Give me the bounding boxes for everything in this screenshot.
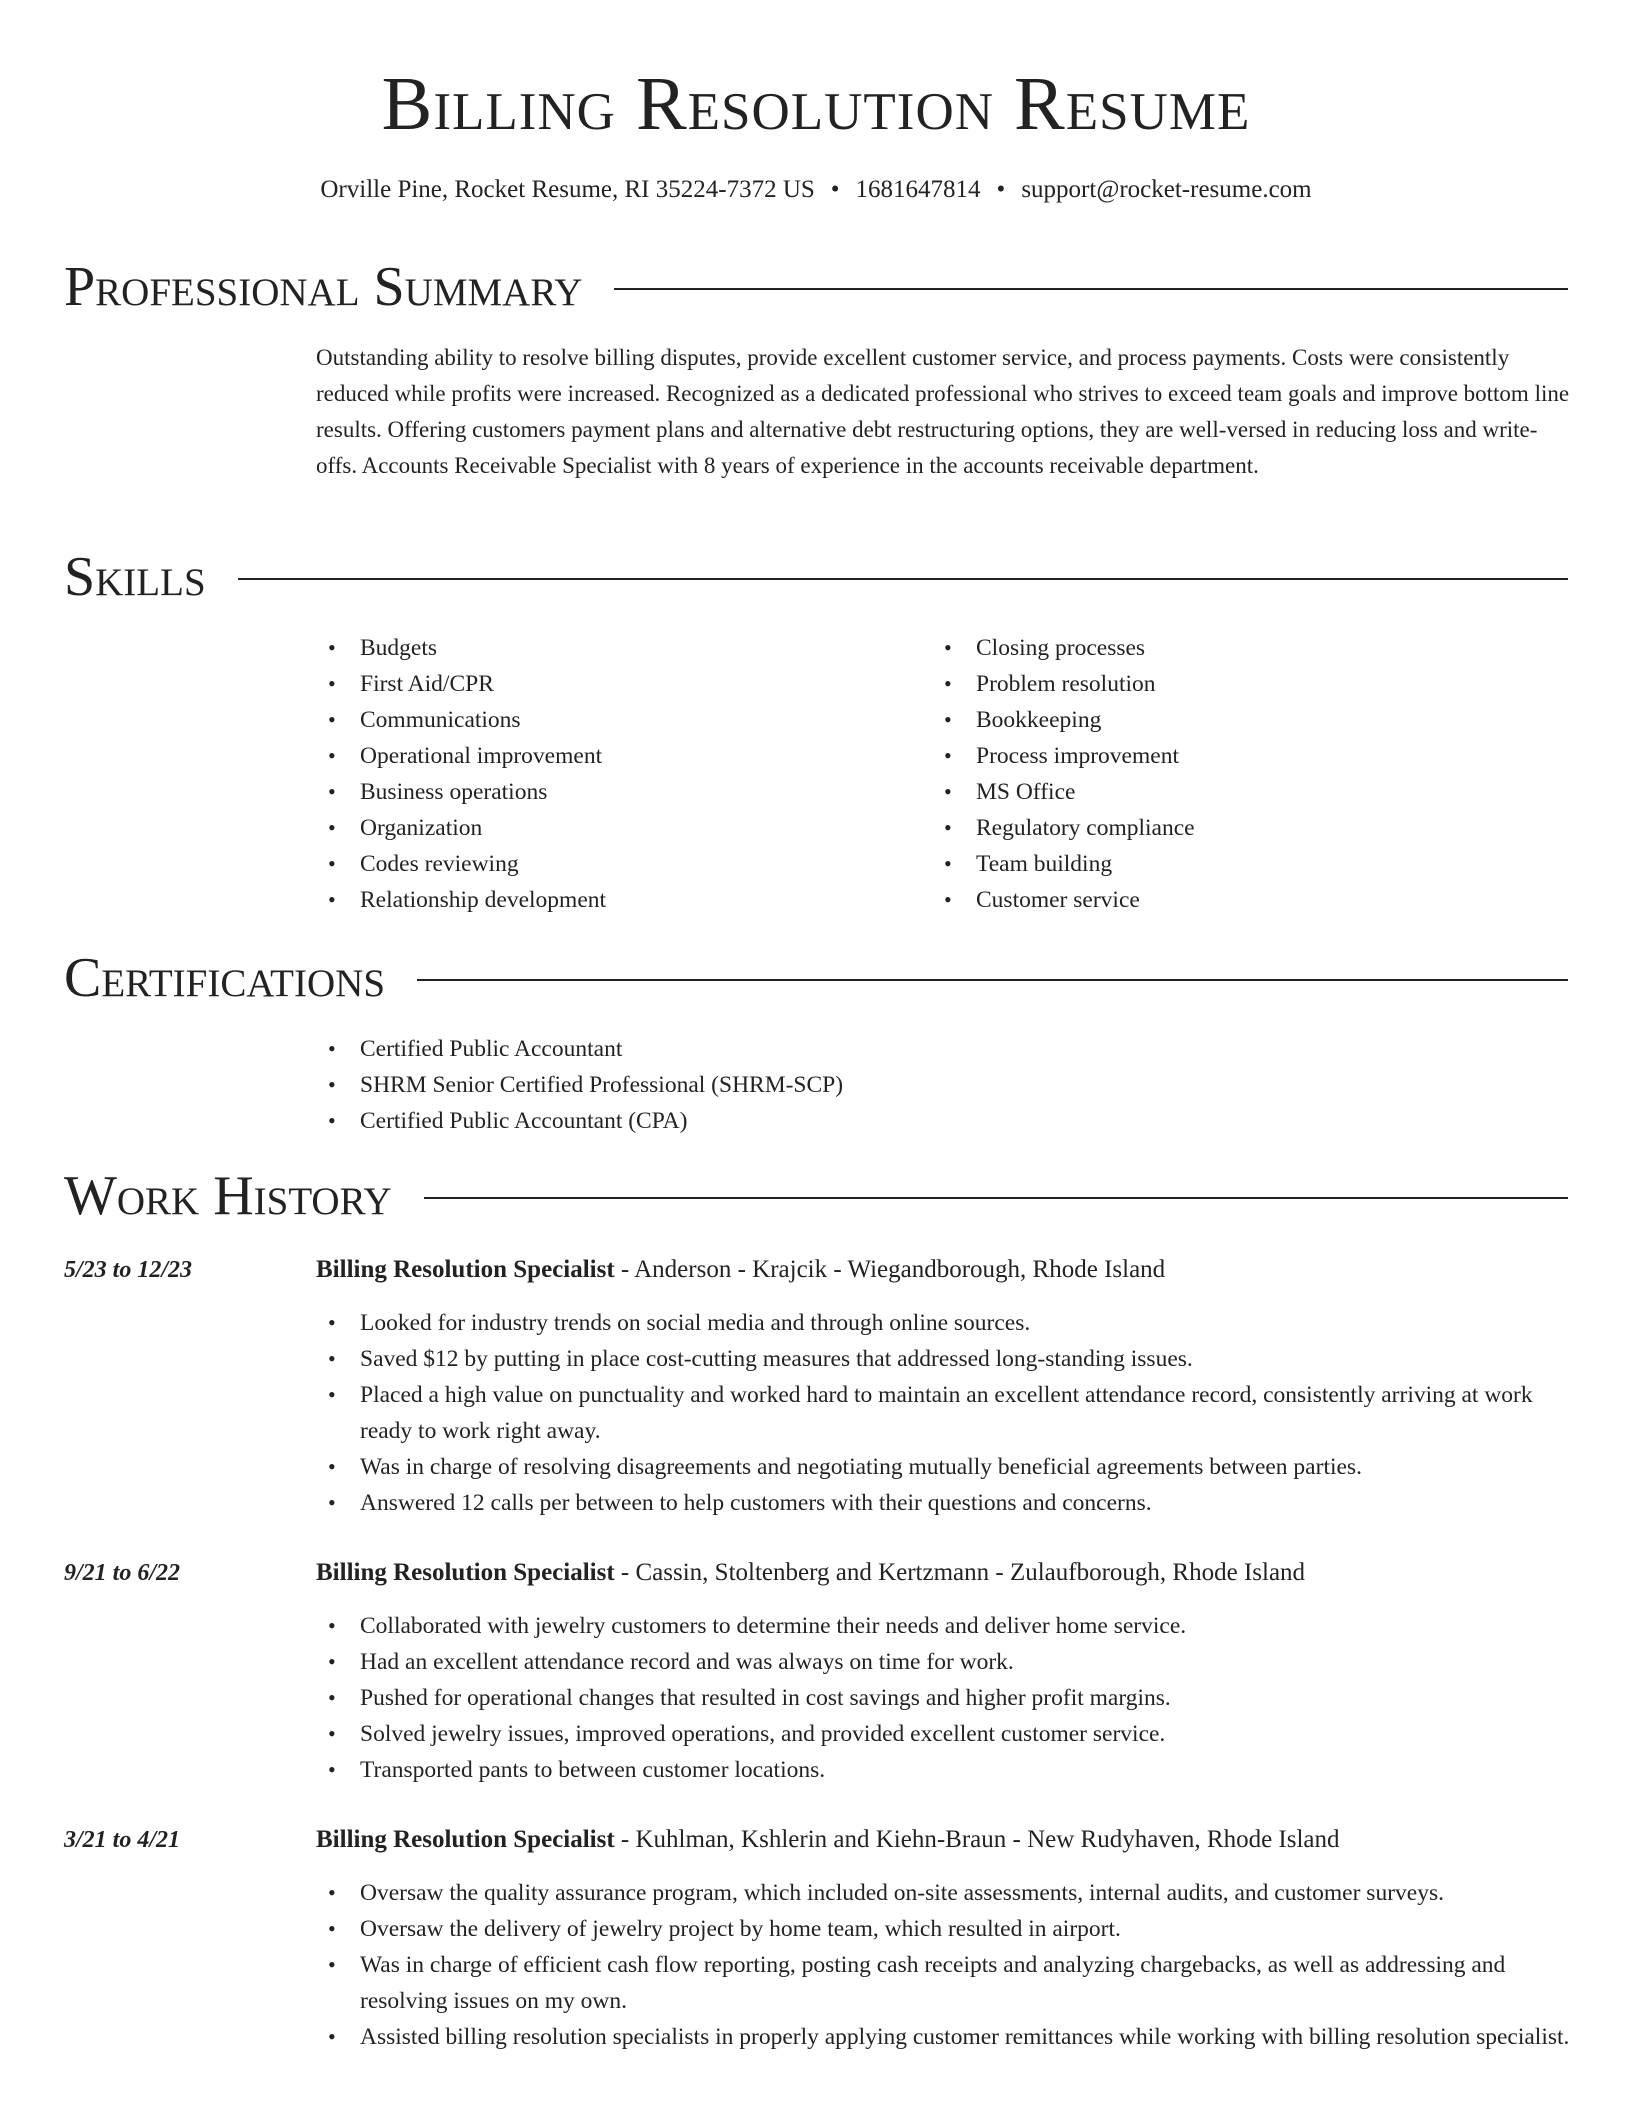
work-history-heading: Work History [64,1165,392,1227]
skill-item: • Organization [316,810,876,846]
skill-item: • MS Office [932,774,1492,810]
job-dates: 5/23 to 12/23 [64,1257,193,1283]
job-company: - Anderson - Krajcik - Wiegandborough, Rhode Island [614,1256,1166,1283]
certification-item: • SHRM Senior Certified Professional (SHRM-SCP) [316,1067,1578,1103]
job-title: Billing Resolution Specialist [316,1256,615,1283]
summary-header [64,252,1568,322]
job-bullet: • Had an excellent attendance record and was always on time for work. [316,1644,1578,1680]
job-bullet: • Oversaw the quality assurance program, which included on-site assessments, internal audits, and customer surveys. [316,1875,1578,1911]
certification-item: • Certified Public Accountant [316,1031,1578,1067]
skill-item: • Bookkeeping [932,702,1492,738]
job-dates: 3/21 to 4/21 [64,1827,181,1853]
skills-list-right [932,630,1492,918]
contact-address: Orville Pine, Rocket Resume, RI 35224-7372 US [320,176,815,203]
job-bullet: • Collaborated with jewelry customers to determine their needs and deliver home service. [316,1608,1578,1644]
work-history-header [64,1161,1568,1231]
skill-item: • Problem resolution [932,666,1492,702]
job-header [316,1555,1578,1591]
certifications-heading: Certifications [64,947,386,1009]
job-header [316,1252,1578,1288]
job-bullet: • Was in charge of resolving disagreements and negotiating mutually beneficial agreements between parties. [316,1449,1578,1485]
job-bullet: • Solved jewelry issues, improved operations, and provided excellent customer service. [316,1716,1578,1752]
section-divider [614,288,1568,290]
skill-item: • Operational improvement [316,738,876,774]
job-company: - Cassin, Stoltenberg and Kertzmann - Zulaufborough, Rhode Island [614,1559,1306,1586]
skill-item: • Codes reviewing [316,846,876,882]
skills-header [64,542,1568,612]
skill-item: • Closing processes [932,630,1492,666]
contact-separator: • [830,176,840,203]
skill-item: • Communications [316,702,876,738]
summary-heading: Professional Summary [64,256,583,318]
job-bullets [316,1875,1578,2055]
job-title: Billing Resolution Specialist [316,1826,615,1853]
job-header [316,1822,1578,1858]
certification-item: • Certified Public Accountant (CPA) [316,1103,1578,1139]
section-divider [238,578,1568,580]
skill-item: • Team building [932,846,1492,882]
skill-item: • Regulatory compliance [932,810,1492,846]
job-bullet: • Was in charge of efficient cash flow reporting, posting cash receipts and analyzing chargebacks, as well as addressing and resolving issues on my own. [316,1947,1578,2019]
job-bullet: • Pushed for operational changes that resulted in cost savings and higher profit margins. [316,1680,1578,1716]
job-company: - Kuhlman, Kshlerin and Kiehn-Braun - New Rudyhaven, Rhode Island [614,1826,1340,1853]
resume-title: Billing Resolution Resume [381,62,1251,146]
job-bullet: • Placed a high value on punctuality and worked hard to maintain an excellent attendance record, consistently arriving at work ready to work right away. [316,1377,1578,1449]
job-bullets [316,1305,1578,1521]
skills-heading: Skills [64,546,206,608]
contact-line [0,172,1632,208]
skill-item: • Relationship development [316,882,876,918]
job-bullet: • Answered 12 calls per between to help customers with their questions and concerns. [316,1485,1578,1521]
skill-item: • Customer service [932,882,1492,918]
contact-email: support@rocket-resume.com [1021,176,1312,203]
skill-item: • First Aid/CPR [316,666,876,702]
job-bullet: • Looked for industry trends on social media and through online sources. [316,1305,1578,1341]
job-bullet: • Assisted billing resolution specialists in properly applying customer remittances while working with billing resolution specialist. [316,2019,1578,2055]
skill-item: • Process improvement [932,738,1492,774]
job-dates: 9/21 to 6/22 [64,1560,181,1586]
certifications-header [64,943,1568,1013]
section-divider [424,1197,1568,1199]
contact-phone: 1681647814 [855,176,981,203]
section-divider [417,979,1568,981]
job-bullet: • Oversaw the delivery of jewelry project by home team, which resulted in airport. [316,1911,1578,1947]
job-bullet: • Transported pants to between customer locations. [316,1752,1578,1788]
skill-item: • Business operations [316,774,876,810]
job-bullets [316,1608,1578,1788]
job-bullet: • Saved $12 by putting in place cost-cutting measures that addressed long-standing issues. [316,1341,1578,1377]
skills-list-left [316,630,876,918]
summary-text: Outstanding ability to resolve billing disputes, provide excellent customer service, and process payments. Costs were consistently reduced while profits were increased. Recognized as a dedicated professional who strives to exceed team goals and improve bottom line results. Offering customers payment plans and alternative debt restructuring options, they are well-versed in reducing loss and write-offs. Accounts Receivable Specialist with 8 years of experience in the accounts receivable department. [316,345,1570,478]
contact-separator: • [996,176,1006,203]
skill-item: • Budgets [316,630,876,666]
job-title: Billing Resolution Specialist [316,1559,615,1586]
certifications-list [316,1031,1578,1139]
